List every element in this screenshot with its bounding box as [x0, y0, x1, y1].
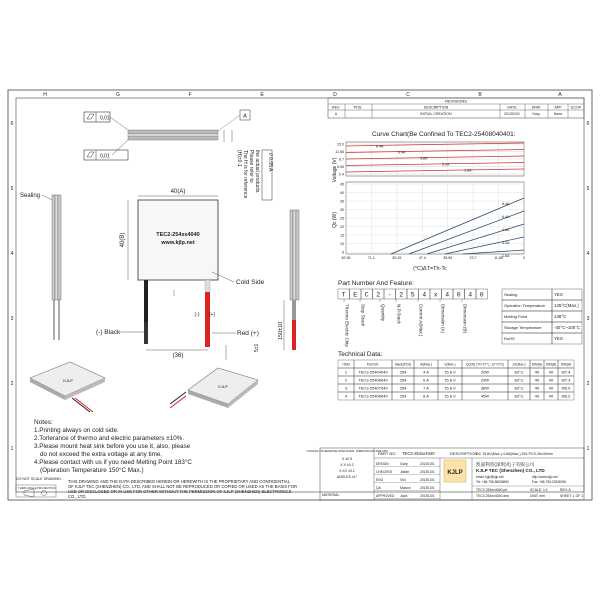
tech-cell: 254 — [399, 393, 407, 399]
flatness-icon — [87, 114, 94, 119]
unit: UNIT: mm — [530, 494, 546, 498]
photo-label: KJLP — [63, 378, 73, 383]
photo-label: KJLP — [218, 384, 228, 389]
sealing-label: Sealing — [20, 193, 41, 199]
datum-a: A — [243, 113, 247, 120]
qc-tick: 25 — [340, 216, 344, 221]
tech-cell: TEC2-25404040 — [358, 369, 388, 375]
border-number: 4 — [10, 251, 14, 257]
notes-title: Notes: — [34, 419, 53, 426]
role-date: 20130101 — [420, 462, 435, 466]
voltage-chart — [335, 142, 524, 177]
border-number: 2 — [586, 381, 590, 387]
role-rows — [374, 462, 440, 499]
role-name: DESIGN — [376, 462, 389, 466]
code-label: Current A(Max.) — [418, 304, 424, 337]
scale: SCALE: 1:1 — [530, 488, 548, 492]
border-number: 6 — [10, 121, 14, 127]
tech-cell: 254 — [399, 377, 407, 383]
feature-label: Operation Temperature — [504, 303, 546, 308]
red-wire-label: Red (+) — [237, 330, 259, 337]
tech-header: Stack(PCS) — [394, 362, 412, 367]
qc-series-label: 3.2A — [502, 241, 510, 245]
role-date: 20130101 — [420, 494, 435, 498]
tech-cell: 8 A — [423, 393, 429, 399]
note-line: 1.Printing always on cold side. — [34, 427, 119, 434]
border-letters — [43, 92, 562, 98]
feature-value: -40°C~100°C — [554, 325, 581, 330]
qc-tick: 35 — [340, 199, 344, 204]
feature-value: 125°C(Max.) — [554, 303, 579, 308]
part-code — [338, 289, 488, 299]
role-date: 20130101 — [420, 486, 435, 490]
legal-line: OF KJLP TEC (SHENZHEN) CO., LTD, AND SHALL NOT BE REPRODUCED OR COPIED OR USED AS THE BASIS FOR — [68, 484, 298, 489]
code-char: - — [387, 291, 392, 299]
border-letter: H — [43, 92, 47, 98]
revisions-title: REVISIONS — [445, 98, 467, 104]
voltage-tick: 2.4 — [339, 172, 344, 177]
file-name: TEC2-254xx4040.prt — [476, 488, 508, 492]
role-name: APPROVED — [376, 494, 395, 498]
tech-cell: 83°C — [514, 369, 524, 375]
cold-side-label: Cold Side — [236, 279, 265, 286]
legal-line: CO., LTD. — [68, 494, 87, 499]
feature-label: Sealing — [504, 292, 518, 297]
border-number: 5 — [10, 186, 14, 192]
delta-t-tick: 0 — [523, 256, 525, 260]
minus-sign: (-) — [194, 312, 200, 318]
notes — [34, 419, 192, 474]
tech-cell: 4 A — [423, 369, 429, 375]
tech-cell: Ø6.2 — [561, 393, 571, 399]
product-photo-2 — [170, 368, 258, 408]
delta-t-tick: 23.7 — [469, 256, 477, 260]
revisions-block — [328, 98, 584, 118]
qc-series-line — [391, 198, 524, 254]
code-label: Dimension (B) — [462, 304, 468, 334]
role-person: Jaslin — [400, 470, 410, 474]
role-name: ENG — [376, 478, 384, 482]
role-name: QA — [376, 486, 381, 490]
tech-cell: TEC2-25408040 — [358, 393, 388, 399]
black-wire-label: (-) Black — [96, 329, 121, 336]
border-letter: A — [558, 92, 562, 98]
code-char: 0 — [479, 291, 484, 299]
red-wire — [205, 292, 210, 347]
flatness-value-mid: 0,01 — [100, 153, 110, 160]
qc-series-line — [427, 224, 524, 254]
feature-label: Storage Temperature — [504, 325, 542, 330]
tech-cell: 3 — [344, 385, 348, 391]
role-date: 20130101 — [420, 470, 435, 474]
legal-line: THIS DRAWING AND THE DATA DESCRIBED HEREIN OR HEREWITH IS THE PROPRIETARY AND CONFIDENTIAL — [68, 479, 290, 484]
voltage-tick: 15.0 — [337, 142, 344, 147]
part-no-label: PART NO. — [378, 451, 397, 456]
voltage-series-line — [346, 169, 524, 172]
tech-cell: 83°C — [514, 393, 524, 399]
feature-value: YES — [554, 292, 563, 297]
module-plate-top — [128, 130, 218, 134]
role-person: Mason — [400, 486, 411, 490]
tech-header: ΔT(Max.) — [512, 362, 526, 367]
tech-cell: 40 — [534, 377, 540, 383]
voltage-tick: 5.55 — [337, 165, 344, 169]
qc-series-label: 8.4A — [502, 202, 510, 206]
third-angle-label: THIRD ANGLE PROJECTION — [18, 486, 56, 490]
tech-cell: 7 A — [423, 385, 429, 391]
part-no-value: TEC2-254xx4040 — [402, 451, 435, 456]
rev-header: DRW — [531, 105, 541, 110]
tech-cell: 29W — [480, 377, 490, 383]
thickness-note-line3: Please refer to — [248, 150, 254, 183]
tech-cell: 15.8 V — [444, 377, 456, 383]
company-en: KJLP TEC (Shenzhen) CO., LTD — [476, 468, 545, 473]
role-name: CHECKED — [376, 470, 393, 474]
tech-cell: 2 — [344, 377, 348, 383]
side-view-top — [84, 110, 250, 160]
tech-header: V(Max.) — [444, 362, 456, 367]
tech-cell: 15.8 V — [444, 385, 456, 391]
legal-block — [16, 477, 297, 499]
company-tel: Tel: +86-755-86508550 — [476, 480, 509, 484]
qc-series-label: 6.4A — [502, 215, 510, 219]
curve-title: Curve Chart(Be Confined To TEC2-25408040401: — [372, 131, 516, 138]
company-web: http://www.kjlp.net — [532, 475, 558, 479]
company-email: email: kjlp@kjlp.net — [476, 475, 504, 479]
feature-label: Melting Point — [504, 314, 528, 319]
drawing-name: TEC2-254xx4040.drw — [476, 494, 509, 498]
rev-cell: A — [334, 112, 338, 116]
company-cn: 凯嘉利普(深圳)电子有限公司 — [476, 462, 535, 467]
legal-line: USE OR DISCLOSED OR IN USE FOR OTHER WITHOUT THE PERMISSION OF KJLP (SHENZHEN) ELECTRONICS — [68, 489, 292, 494]
revision: REV: A — [560, 488, 571, 492]
rev-header: DESCRIPTION — [423, 105, 449, 110]
tech-cell: 1 — [344, 369, 348, 375]
tech-cell: 254 — [399, 385, 407, 391]
rev-cell: None — [553, 112, 563, 116]
code-char: C — [364, 291, 369, 299]
role-date: 20130101 — [420, 478, 435, 482]
code-char: E — [353, 291, 358, 299]
feature-label: RoHS — [504, 336, 515, 341]
rev-cell: Gary — [532, 112, 540, 116]
wire-spacing-dimension: (36) — [172, 353, 184, 359]
module-marking: TEC2-254xx4040 — [156, 232, 200, 238]
code-char: 2 — [399, 291, 404, 299]
lead-length-dimension: 150±10 — [278, 321, 284, 340]
voltage-series-label: 4.8A — [420, 156, 428, 161]
company-fax: Fax: +86-755-22636090 — [532, 480, 567, 484]
tech-cell: 40 — [534, 369, 540, 375]
border-number: 3 — [10, 316, 14, 322]
qc-tick: 10 — [340, 242, 344, 246]
qc-series-label: 1.6A — [502, 254, 510, 258]
kjlp-logo-text: KJLP — [447, 470, 463, 476]
delta-t-tick: 71.1 — [367, 256, 375, 260]
voltage-tick: 8.7 — [339, 157, 344, 162]
voltage-series-line — [346, 143, 524, 146]
tech-cell: 40 — [548, 385, 554, 391]
thickness-note-line2: The H is for reference — [242, 150, 248, 199]
border-letter: E — [260, 92, 264, 98]
module-plate-bottom — [128, 136, 218, 140]
tech-cell: Ø6.9 — [561, 385, 571, 391]
code-char: 4 — [445, 291, 450, 299]
voltage-series-label: 6.4A — [398, 150, 406, 155]
rev-cell: 20130101 — [504, 112, 520, 116]
border-letter: B — [478, 92, 482, 98]
voltage-tick: 11.85 — [335, 150, 344, 154]
border-numbers — [11, 121, 590, 452]
code-char: 5 — [410, 291, 415, 299]
qc-series-label: 4.8A — [502, 228, 510, 232]
product-photo-1 — [30, 362, 105, 412]
border-letter: D — [333, 92, 337, 98]
right-side-view — [278, 210, 299, 350]
border-number: 1 — [10, 446, 14, 452]
rev-header: DATE — [507, 105, 517, 110]
border-letter: F — [188, 92, 192, 98]
code-label: Quantity — [380, 304, 386, 322]
thickness-note-line4: the actual products. — [254, 150, 260, 194]
tol-line: X.XX ±0.1 — [339, 469, 355, 473]
tol-title: UNLESS OTHERWISE SPECIFIED, DIMENSIONS ARE MM — [306, 449, 388, 453]
qc-tick: 40 — [340, 191, 344, 195]
delta-t-tick: 82.95 — [341, 256, 351, 260]
delta-t-tick: 47.4 — [418, 256, 426, 260]
qc-tick: 45 — [340, 182, 344, 187]
voltage-series-line — [346, 163, 524, 166]
thickness-note — [236, 150, 273, 200]
tol-line: X.X ±0.2 — [340, 463, 354, 467]
voltage-series-label: 1.6A — [464, 168, 472, 173]
rev-header: ECO# — [571, 105, 581, 110]
tech-cell: 45W — [480, 393, 490, 399]
tech-cell: Ø7.4 — [561, 369, 571, 375]
flatness-value-top: 0,01 — [100, 115, 110, 122]
border-number: 1 — [586, 446, 590, 452]
tech-cell: 6 A — [423, 377, 429, 383]
tol-line: ANGLES ±1° — [336, 475, 358, 479]
rev-header: APP — [554, 105, 562, 110]
delta-t-tick: 35.55 — [443, 256, 453, 260]
rev-cell: INITIAL CREATION — [420, 112, 452, 116]
feature-value: YES — [554, 336, 563, 341]
features-table — [502, 289, 582, 344]
role-person: Vivi — [400, 478, 406, 482]
note-line: 2.Torlerance of thermo and electric parameters ±10%. — [34, 435, 185, 442]
note-line: (Operation Temperature 150°C Max.) — [40, 467, 144, 474]
tech-cell: 38W — [480, 385, 490, 391]
tech-cell: 40 — [548, 377, 554, 383]
plus-sign: (+) — [208, 312, 216, 318]
tech-cell: TEC2-25406040 — [358, 377, 388, 383]
qc-series-line — [445, 237, 524, 254]
delta-t-axis-label: (°C)ΔT=Th-Tc — [413, 266, 447, 272]
role-person: Gary — [400, 462, 408, 466]
code-label: N.P.Stack — [396, 304, 402, 324]
qc-axis-label: Qc (W) — [332, 212, 338, 228]
tech-table — [338, 360, 574, 400]
code-label: Dimension (A) — [440, 304, 446, 334]
pin-dimension: 5±1 — [254, 343, 260, 352]
tech-cell: 254 — [399, 369, 407, 375]
tol-line: X ±0.5 — [341, 457, 353, 461]
module-url: www.kjlp.net — [161, 240, 195, 246]
desc-value: DC 15.8V(Max.),4-8A(Max.),254 PCS,40x40mm — [476, 452, 553, 456]
feature-value: 138°C — [554, 314, 567, 319]
voltage-series-label: 3.2A — [442, 162, 450, 167]
tech-header: AI(Max.) — [419, 362, 433, 367]
part-number-title: Part Number And Feature: — [338, 280, 414, 287]
height-dimension: 40(B) — [120, 232, 126, 248]
code-char: 4 — [422, 291, 427, 299]
code-char: x — [433, 291, 438, 299]
rev-header: REV. — [331, 105, 341, 110]
tech-header: Qc(W) (Th=27°C, ΔT=0°C) — [466, 362, 504, 367]
border-letter: G — [116, 92, 120, 98]
qc-tick: 30 — [340, 208, 344, 212]
tech-cell: 15.8 V — [444, 369, 456, 375]
tech-header: Part NO. — [366, 362, 380, 367]
tech-cell: 83°C — [514, 385, 524, 391]
tech-cell: TEC2-25407040 — [358, 385, 388, 391]
delta-t-tick: 11.85 — [494, 256, 503, 260]
module-front-view — [96, 189, 265, 360]
rev-header: POS. — [353, 105, 363, 110]
note-line: do not exceed the extra voltage at any time. — [40, 451, 163, 458]
tech-cell: 4 — [344, 393, 348, 399]
tech-header: DIM(H) — [560, 362, 572, 367]
border-number: 5 — [586, 186, 590, 192]
tech-cell: 20W — [480, 369, 490, 375]
width-dimension: 40(A) — [170, 189, 186, 195]
border-number: 6 — [586, 121, 590, 127]
do-not-scale: DO NOT SCALE DRAWING — [16, 477, 61, 481]
border-number: 2 — [10, 381, 14, 387]
voltage-series-line — [346, 150, 524, 153]
left-side-view — [20, 193, 61, 340]
border-number: 4 — [586, 251, 590, 257]
border-letter: C — [406, 92, 410, 98]
qc-chart — [340, 182, 525, 260]
tech-cell: 40 — [534, 393, 540, 399]
code-label: Thermo Electric Chip — [344, 304, 350, 347]
tech-header: ITEM — [342, 362, 350, 367]
tech-cell: 40 — [534, 385, 540, 391]
tech-cell: Ø7.3 — [561, 377, 571, 383]
tech-cell: 40 — [548, 369, 554, 375]
voltage-series-line — [346, 156, 524, 159]
voltage-axis-label: Voltage (V) — [332, 157, 338, 183]
material-label: MATERIAL: — [322, 493, 341, 497]
code-label: Step Stack — [360, 304, 366, 327]
code-char: T — [341, 291, 346, 299]
projection-icon — [42, 491, 47, 496]
tech-cell: 83°C — [514, 377, 524, 383]
parallel-tolerance: // 0.05 A — [267, 153, 273, 172]
qc-tick: 5 — [342, 250, 344, 255]
flatness-icon — [87, 152, 94, 157]
voltage-series-label: 8.4A — [376, 144, 384, 149]
sheet-number: SHEET: 1 OF 1 — [560, 494, 584, 498]
tech-cell: 15.8 V — [444, 393, 456, 399]
code-char: 4 — [468, 291, 473, 299]
part-code-labels — [344, 299, 468, 347]
code-char: 0 — [456, 291, 461, 299]
tech-header: DIM(A) — [531, 362, 543, 367]
tech-header: DIM(B) — [545, 362, 557, 367]
role-person: Jack — [400, 494, 408, 498]
border-number: 3 — [586, 316, 590, 322]
qc-tick: 20 — [340, 225, 344, 229]
desc-label: DESCRIPTION — [450, 451, 478, 456]
tech-cell: 40 — [548, 393, 554, 399]
code-char: 2 — [376, 291, 381, 299]
thickness-note-line1: (H)±0.1 — [236, 150, 242, 167]
qc-tick: 15 — [340, 233, 344, 238]
tech-title: Technical Data: — [338, 351, 383, 358]
note-line: 4.Please contact with us if you need Melting Point 183°C — [34, 459, 192, 466]
note-line: 3.Please mount heat sink before you use it, also, please — [34, 443, 191, 450]
delta-t-tick: 59.25 — [392, 256, 402, 260]
